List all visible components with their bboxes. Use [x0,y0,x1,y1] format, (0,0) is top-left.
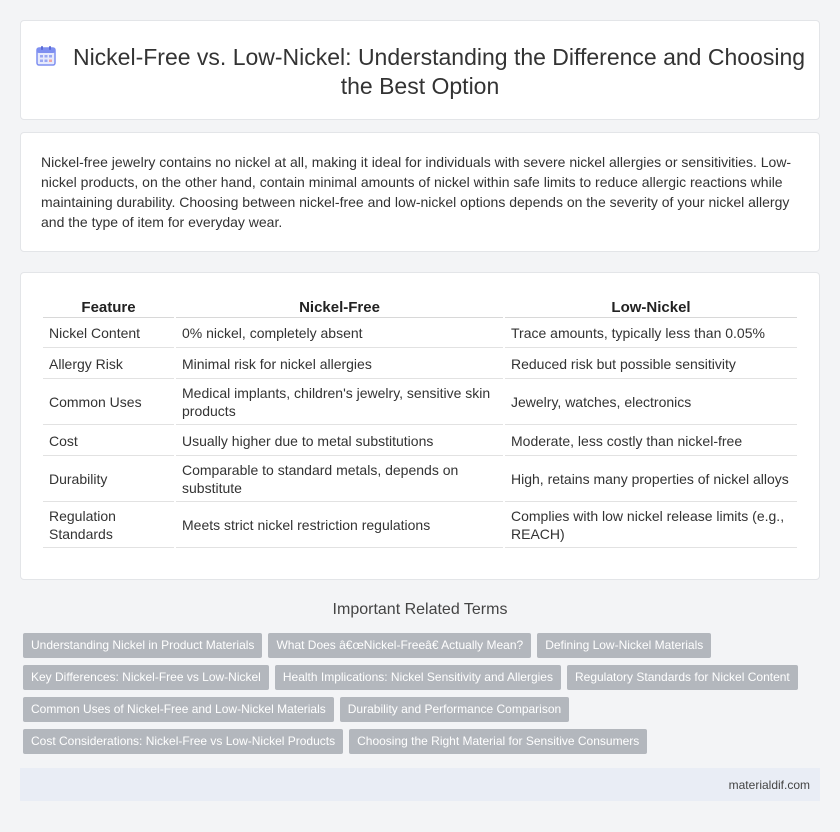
header-feature: Feature [43,293,174,318]
feature-cell: Regulation Standards [43,504,174,548]
related-term-tag[interactable]: Defining Low-Nickel Materials [537,633,711,658]
related-term-tag[interactable]: Key Differences: Nickel-Free vs Low-Nickel [23,665,269,690]
nickel-free-cell: 0% nickel, completely absent [176,320,503,348]
low-nickel-cell: Complies with low nickel release limits (e.g., REACH) [505,504,797,548]
feature-cell: Cost [43,427,174,456]
related-term-tag[interactable]: Durability and Performance Comparison [340,697,569,722]
low-nickel-cell: Reduced risk but possible sensitivity [505,350,797,379]
low-nickel-cell: Trace amounts, typically less than 0.05% [505,320,797,348]
title-card [20,20,820,120]
page-title-wrap [21,43,819,101]
header-low-nickel: Low-Nickel [505,293,797,318]
related-term-tag[interactable]: Health Implications: Nickel Sensitivity and Allergies [275,665,561,690]
footer [20,768,820,801]
intro-paragraph: Nickel-free jewelry contains no nickel at all, making it ideal for individuals with severe nickel allergies or sensitivities. Low-nickel products, on the other hand, contain minimal amounts of nickel within safe limits to reduce allergic reactions while maintaining durability. Choosing between nickel-free and low-nickel options depends on the severity of your nickel allergy and the type of item for everyday wear. [41,154,792,230]
comparison-card [20,272,820,580]
low-nickel-cell: Jewelry, watches, electronics [505,381,797,425]
related-term-tag[interactable]: Cost Considerations: Nickel-Free vs Low-Nickel Products [23,729,343,754]
table-row [43,320,797,348]
feature-cell: Nickel Content [43,320,174,348]
related-terms-heading: Important Related Terms [332,601,508,618]
related-terms-list [23,633,803,761]
calendar-icon [35,45,57,67]
related-term-tag[interactable]: Understanding Nickel in Product Materials [23,633,262,658]
intro-card [20,132,820,252]
table-row [43,381,797,425]
related-term-tag[interactable]: Common Uses of Nickel-Free and Low-Nickel Materials [23,697,334,722]
nickel-free-cell: Usually higher due to metal substitutions [176,427,503,456]
header-nickel-free: Nickel-Free [176,293,503,318]
feature-cell: Common Uses [43,381,174,425]
feature-cell: Durability [43,458,174,502]
table-row [43,350,797,379]
table-row [43,427,797,456]
feature-cell: Allergy Risk [43,350,174,379]
related-term-tag[interactable]: Regulatory Standards for Nickel Content [567,665,798,690]
table-header-row [43,293,797,318]
table-row [43,458,797,502]
nickel-free-cell: Medical implants, children's jewelry, sensitive skin products [176,381,503,425]
nickel-free-cell: Comparable to standard metals, depends on substitute [176,458,503,502]
comparison-table [41,291,799,550]
nickel-free-cell: Meets strict nickel restriction regulations [176,504,503,548]
related-term-tag[interactable]: What Does â€œNickel-Freeâ€ Actually Mean? [268,633,531,658]
low-nickel-cell: High, retains many properties of nickel alloys [505,458,797,502]
page-title: Nickel-Free vs. Low-Nickel: Understanding the Difference and Choosing the Best Option [72,44,806,99]
related-term-tag[interactable]: Choosing the Right Material for Sensitive Consumers [349,729,647,754]
footer-site-link[interactable]: materialdif.com [728,778,810,792]
table-row [43,504,797,548]
nickel-free-cell: Minimal risk for nickel allergies [176,350,503,379]
low-nickel-cell: Moderate, less costly than nickel-free [505,427,797,456]
